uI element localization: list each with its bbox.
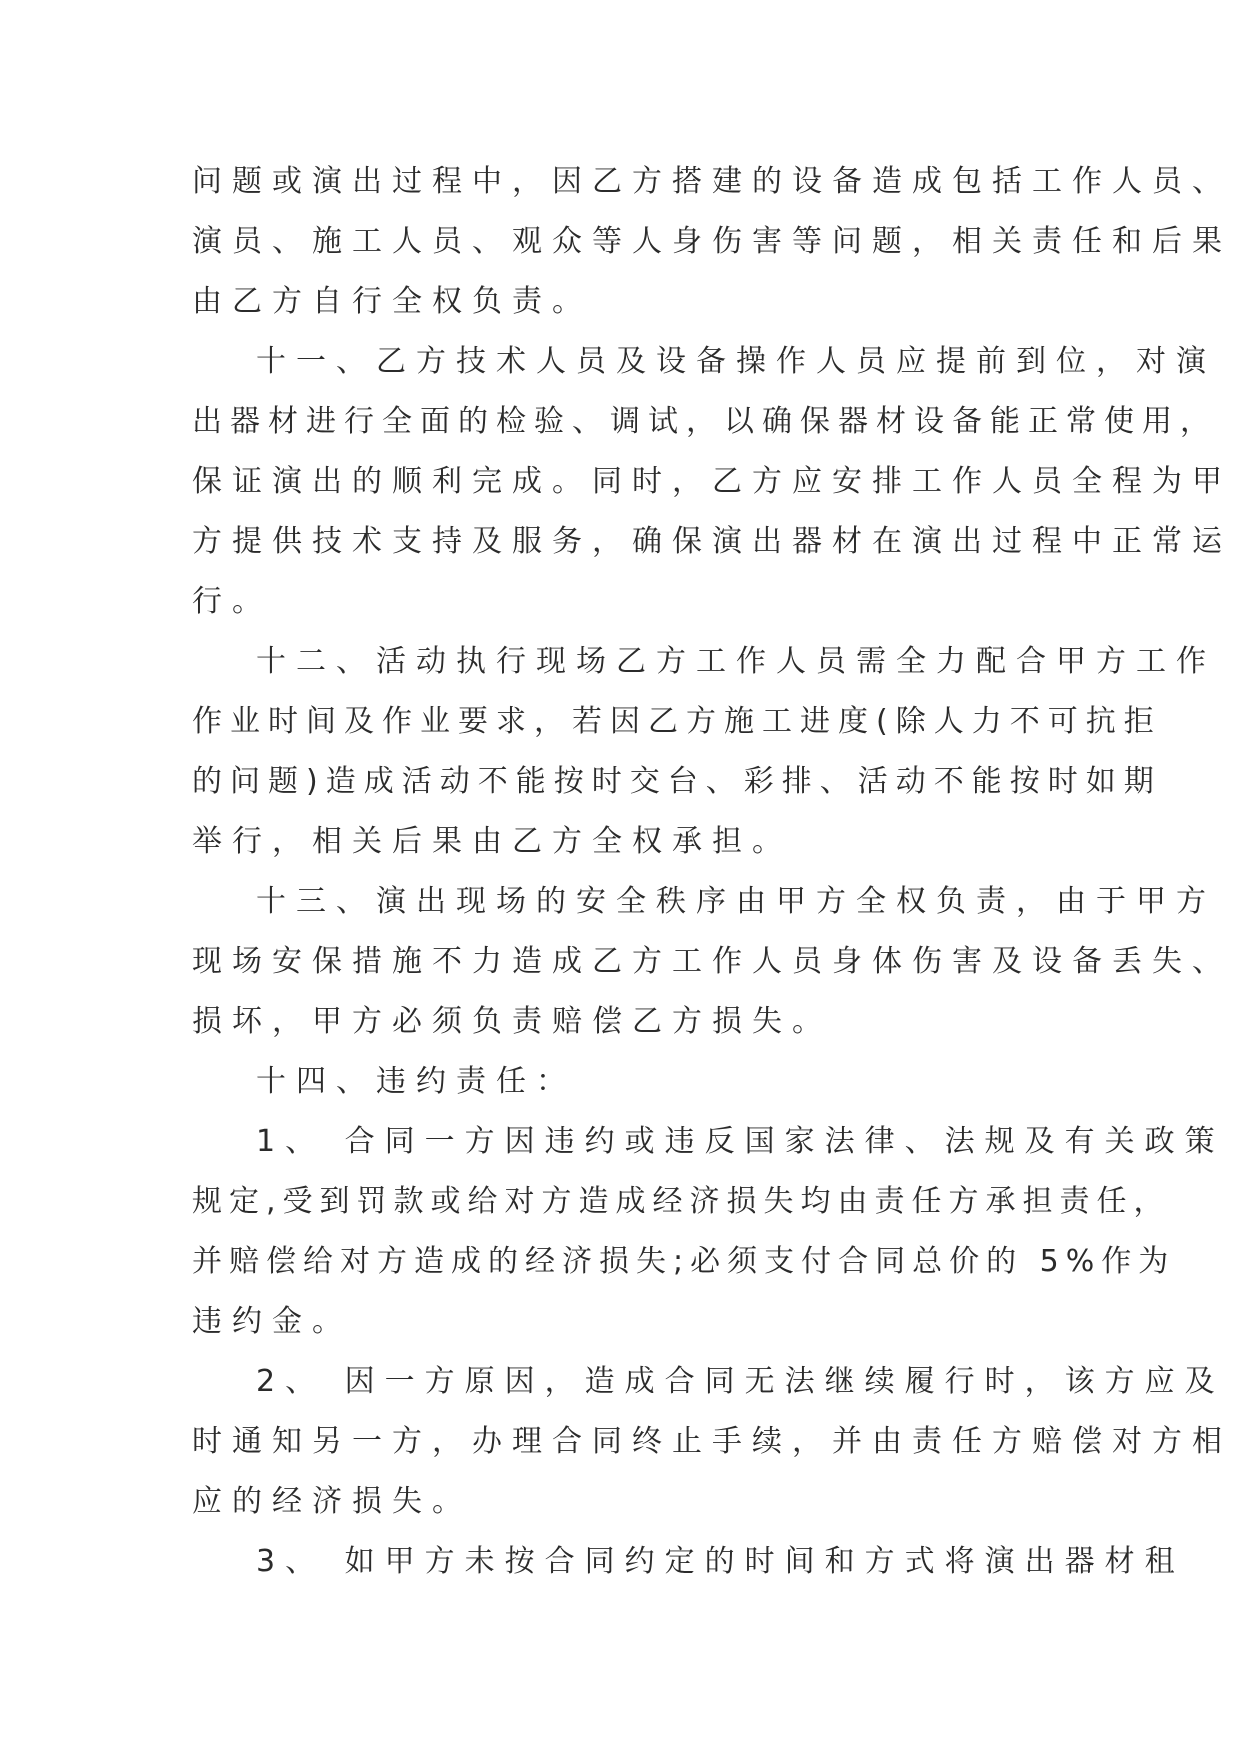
text-line-3: 由乙方自行全权负责。: [192, 284, 592, 319]
clause-11-heading-line: 十一、乙方技术人员及设备操作人员应提前到位，对演: [256, 344, 1216, 379]
item-1-line: 1、 合同一方因违约或违反国家法律、法规及有关政策: [256, 1124, 1225, 1159]
clause-13-heading-line: 十三、演出现场的安全秩序由甲方全权负责，由于甲方: [256, 884, 1216, 919]
text-line-15: 损坏，甲方必须负责赔偿乙方损失。: [192, 1004, 832, 1039]
text-line-2: 演员、施工人员、观众等人身伤害等问题，相关责任和后果: [192, 224, 1232, 259]
text-line-20: 违约金。: [192, 1304, 352, 1339]
text-line-6: 保证演出的顺利完成。同时，乙方应安排工作人员全程为甲: [192, 464, 1232, 499]
text-line-18: 规定,受到罚款或给对方造成经济损失均由责任方承担责任，: [192, 1184, 1171, 1219]
text-line-5: 出器材进行全面的检验、调试，以确保器材设备能正常使用，: [192, 404, 1218, 439]
text-line-14: 现场安保措施不力造成乙方工作人员身体伤害及设备丢失、: [192, 944, 1232, 979]
text-line-7: 方提供技术支持及服务，确保演出器材在演出过程中正常运: [192, 524, 1232, 559]
text-line-12: 举行，相关后果由乙方全权承担。: [192, 824, 792, 859]
item-2-line: 2、 因一方原因，造成合同无法继续履行时，该方应及: [256, 1364, 1225, 1399]
text-line-11: 的问题)造成活动不能按时交台、彩排、活动不能按时如期: [192, 764, 1162, 799]
text-line-8: 行。: [192, 584, 272, 619]
text-line-1: 问题或演出过程中，因乙方搭建的设备造成包括工作人员、: [192, 164, 1232, 199]
item-3-line: 3、 如甲方未按合同约定的时间和方式将演出器材租: [256, 1544, 1185, 1579]
clause-12-heading-line: 十二、活动执行现场乙方工作人员需全力配合甲方工作: [256, 644, 1216, 679]
clause-14-heading-line: 十四、违约责任：: [256, 1064, 576, 1099]
text-line-23: 应的经济损失。: [192, 1484, 472, 1519]
document-body: [192, 152, 1232, 1592]
text-line-22: 时通知另一方，办理合同终止手续，并由责任方赔偿对方相: [192, 1424, 1232, 1459]
text-line-19: 并赔偿给对方造成的经济损失;必须支付合同总价的 5%作为: [192, 1244, 1176, 1279]
text-line-10: 作业时间及作业要求，若因乙方施工进度(除人力不可抗拒: [192, 704, 1162, 739]
